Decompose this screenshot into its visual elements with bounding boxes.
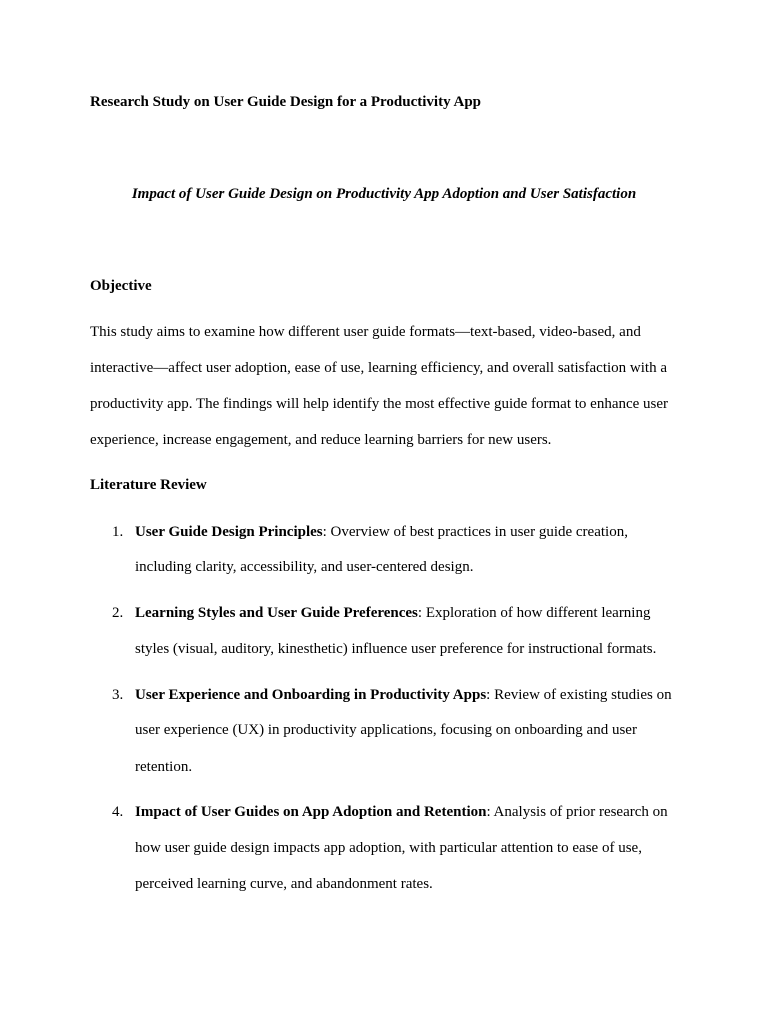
list-item-continuation: including clarity, accessibility, and user-centered design. xyxy=(135,559,474,575)
list-item-number: 2. xyxy=(112,605,124,621)
list-item-continuation: how user guide design impacts app adoption, with particular attention to ease of use, xyxy=(135,840,642,856)
list-item-title: Learning Styles and User Guide Preferences xyxy=(135,605,418,621)
list-item-number: 4. xyxy=(112,804,124,820)
list-item-text: : Review of existing studies on xyxy=(486,687,672,703)
document-subtitle: Impact of User Guide Design on Productivity App Adoption and User Satisfaction xyxy=(131,186,637,202)
list-item-text: : Exploration of how different learning xyxy=(417,605,651,621)
list-item-first-line xyxy=(135,604,650,622)
list-item-first-line xyxy=(135,686,672,704)
literature-review-heading: Literature Review xyxy=(90,477,207,493)
list-item-first-line xyxy=(135,523,628,541)
objective-paragraph-line: productivity app. The findings will help identify the most effective guide format to enhance user xyxy=(90,396,669,412)
list-item-continuation: user experience (UX) in productivity applications, focusing on onboarding and user xyxy=(135,722,637,738)
list-item-number: 3. xyxy=(112,687,124,703)
list-item-title: User Experience and Onboarding in Productivity Apps xyxy=(135,687,487,703)
list-item-continuation: perceived learning curve, and abandonment rates. xyxy=(135,876,433,892)
objective-heading: Objective xyxy=(90,278,152,294)
list-item-title: Impact of User Guides on App Adoption and Retention xyxy=(135,804,487,820)
list-item-continuation: retention. xyxy=(135,759,193,775)
list-item-text: : Overview of best practices in user guide creation, xyxy=(322,524,628,540)
objective-paragraph-line: This study aims to examine how different user guide formats—text-based, video-based, and xyxy=(90,324,641,340)
list-item-number: 1. xyxy=(112,524,124,540)
list-item-first-line xyxy=(135,803,668,821)
list-item-continuation: styles (visual, auditory, kinesthetic) influence user preference for instructional formats. xyxy=(135,641,657,657)
objective-paragraph-line: experience, increase engagement, and reduce learning barriers for new users. xyxy=(90,432,552,448)
list-item-text: : Analysis of prior research on xyxy=(486,804,668,820)
document-title: Research Study on User Guide Design for a Productivity App xyxy=(90,94,482,110)
list-item-title: User Guide Design Principles xyxy=(135,524,323,540)
objective-paragraph-line: interactive—affect user adoption, ease of use, learning efficiency, and overall satisfaction with a xyxy=(90,360,667,376)
